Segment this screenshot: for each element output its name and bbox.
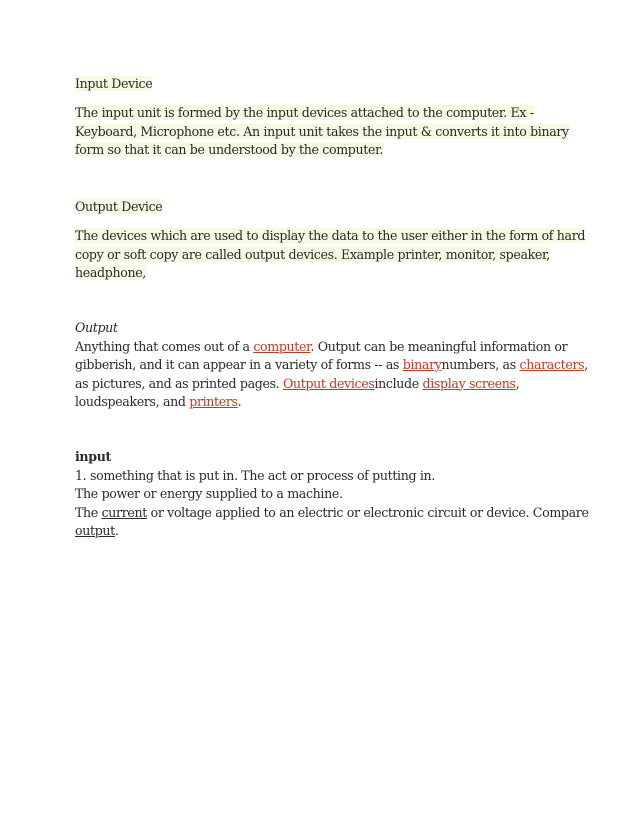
- input-device-heading: Input Device: [75, 76, 153, 91]
- characters-link[interactable]: characters: [519, 357, 585, 372]
- text-fragment: .: [114, 523, 119, 538]
- output-definition-line-2: [75, 356, 588, 375]
- input-device-line-3: form so that it can be understood by the computer.: [75, 142, 384, 157]
- output-definition-line-3: [75, 375, 575, 394]
- input-device-line-2: Keyboard, Microphone etc. An input unit takes the input & converts it into binary: [75, 123, 569, 139]
- text-fragment: or voltage applied to an electric or electronic circuit or device. Compare: [146, 504, 589, 520]
- input-device-line-1: The input unit is formed by the input devices attached to the computer. Ex -: [75, 105, 534, 120]
- text-fragment: loudspeakers, and: [75, 394, 190, 409]
- text-fragment: ,: [584, 357, 588, 372]
- text-fragment: Anything that comes out of a: [75, 338, 254, 354]
- output-devices-link[interactable]: Output devices: [283, 375, 375, 391]
- input-definition-line-4: [75, 522, 575, 541]
- output-device-line-3: headphone,: [75, 265, 146, 280]
- output-definition-heading: Output: [75, 320, 118, 335]
- computer-link[interactable]: computer: [253, 338, 311, 354]
- output-device-paragraph: [75, 227, 586, 283]
- text-fragment: gibberish, and it can appear in a variety of forms -- as: [75, 357, 403, 372]
- input-definition-heading: input: [75, 449, 111, 464]
- text-fragment: numbers, as: [441, 357, 520, 372]
- binary-link[interactable]: binary: [402, 357, 442, 372]
- display-screens-link[interactable]: display screens: [422, 375, 516, 391]
- input-device-heading-block: [75, 75, 575, 94]
- output-device-line-1: The devices which are used to display the data to the user either in the form of hard: [75, 228, 586, 243]
- output-device-heading: Output Device: [75, 199, 163, 214]
- output-definition-line-1: [75, 338, 575, 357]
- input-device-paragraph: [75, 104, 575, 160]
- text-fragment: The: [75, 504, 102, 520]
- text-fragment: include: [374, 375, 423, 391]
- input-definition-line-2: The power or energy supplied to a machine.: [75, 486, 343, 501]
- printers-link[interactable]: printers: [189, 394, 238, 409]
- output-device-heading-block: [75, 198, 575, 217]
- output-definition: [75, 319, 588, 412]
- text-fragment: . Output can be meaningful information or: [310, 338, 568, 354]
- input-definition: [75, 448, 589, 541]
- current-link[interactable]: current: [101, 504, 147, 520]
- input-definition-line-3: [75, 504, 589, 523]
- output-link[interactable]: output: [75, 523, 115, 538]
- input-definition-line-1: 1. something that is put in. The act or process of putting in.: [75, 467, 435, 483]
- output-definition-line-4: [75, 393, 575, 412]
- text-fragment: ,: [515, 375, 520, 391]
- output-device-line-2: copy or soft copy are called output devices. Example printer, monitor, speaker,: [75, 246, 550, 262]
- text-fragment: .: [237, 394, 242, 409]
- text-fragment: as pictures, and as printed pages.: [75, 375, 283, 391]
